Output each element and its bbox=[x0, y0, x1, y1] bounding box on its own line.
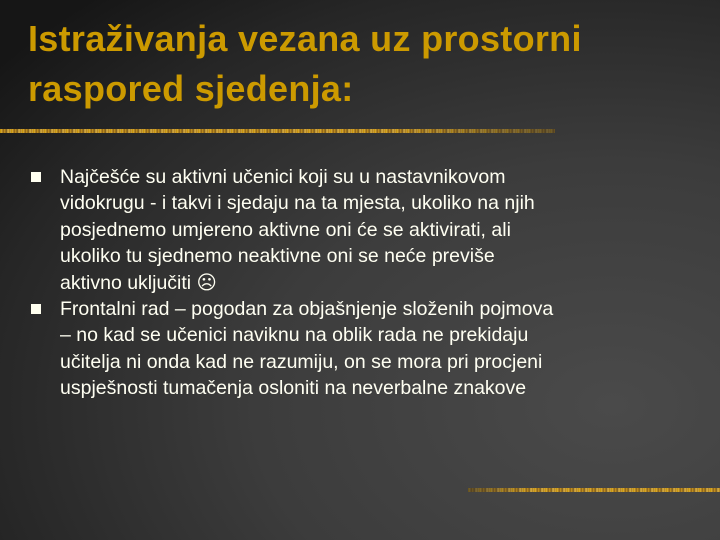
square-bullet-icon bbox=[31, 304, 41, 314]
bullet-text bbox=[60, 296, 680, 402]
bullet-line: uspješnosti tumačenja osloniti na neverbalne znakove bbox=[60, 377, 527, 400]
bullet-text bbox=[60, 164, 680, 296]
bullet-line: – no kad se učenici naviknu na oblik rada ne prekidaju bbox=[60, 324, 529, 347]
decorative-divider-bottom bbox=[468, 488, 720, 492]
square-bullet-icon bbox=[31, 172, 41, 182]
decorative-divider-top bbox=[0, 129, 555, 133]
slide-title-line: raspored sjedenja: bbox=[28, 68, 354, 109]
bullet-line: ukoliko tu sjednemo neaktivne oni se neće previše bbox=[60, 245, 495, 268]
bullet-line: Frontalni rad – pogodan za objašnjenje složenih pojmova bbox=[60, 298, 554, 321]
bullet-line: Najčešće su aktivni učenici koji su u nastavnikovom bbox=[60, 166, 506, 188]
bullet-item bbox=[0, 296, 720, 402]
bullet-line: posjednemo umjereno aktivne oni će se aktivirati, ali bbox=[60, 218, 511, 241]
bullet-item bbox=[0, 164, 720, 296]
bullet-list bbox=[0, 164, 720, 402]
slide-title-line: Istraživanja vezana uz prostorni bbox=[28, 18, 582, 59]
slide-title bbox=[28, 14, 708, 114]
bullet-line: vidokrugu - i takvi i sjedaju na ta mjesta, ukoliko na njih bbox=[60, 192, 535, 215]
bullet-line: učitelja ni onda kad ne razumiju, on se mora pri procjeni bbox=[60, 350, 543, 373]
bullet-line: aktivno uključiti ☹ bbox=[60, 271, 217, 294]
